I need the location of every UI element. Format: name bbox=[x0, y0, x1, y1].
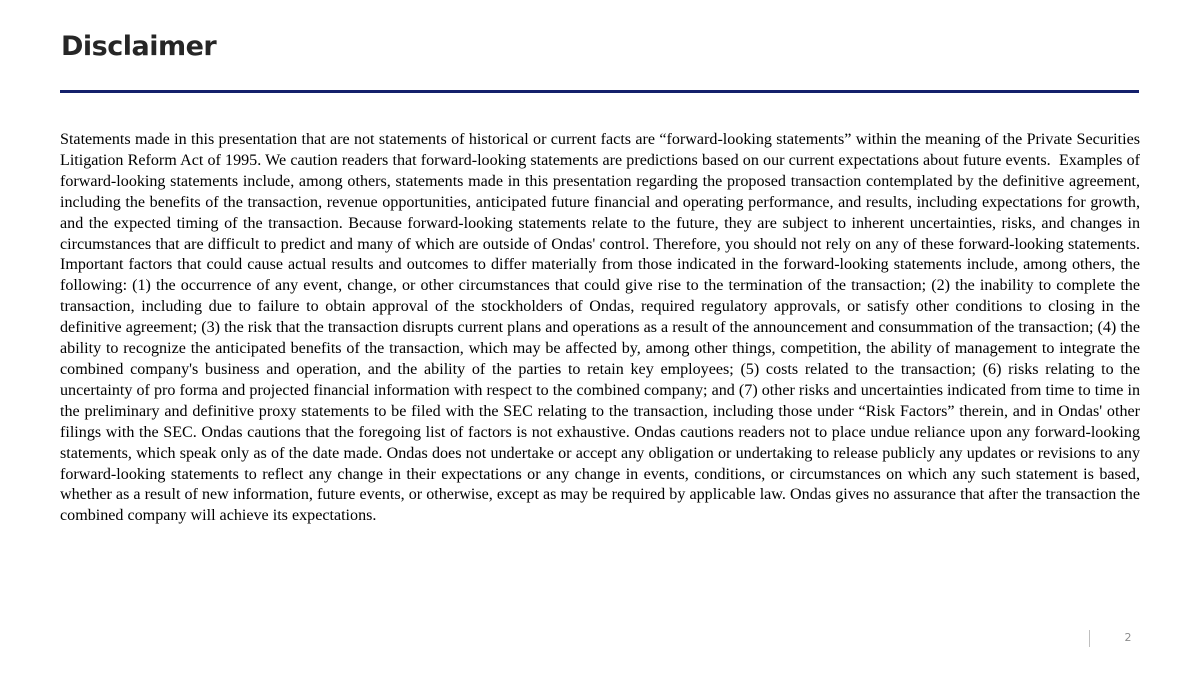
disclaimer-body-text: Statements made in this presentation that are not statements of historical or current facts are “forward-looking statements” within the meaning of the Private Securities Litigation Reform Act of 1995. We caution readers that forward-looking statements are predictions based on our current expectations about future events. Examples of forward-looking statements include, among others, statements made in this presentation regarding the proposed transaction contemplated by the definitive agreement, including the benefits of the transaction, revenue opportunities, anticipated future financial and operating performance, and results, including expectations for growth, and the expected timing of the transaction. Because forward-looking statements relate to the future, they are subject to inherent uncertainties, risks, and changes in circumstances that are difficult to predict and many of which are outside of Ondas' control. Therefore, you should not rely on any of these forward-looking statements. Important factors that could cause actual results and outcomes to differ materially from those indicated in the forward-looking statements include, among others, the following: (1) the occurrence of any event, change, or other circumstances that could give rise to the termination of the transaction; (2) the inability to complete the transaction, including due to failure to obtain approval of the stockholders of Ondas, required regulatory approvals, or satisfy other conditions to closing in the definitive agreement; (3) the risk that the transaction disrupts current plans and operations as a result of the announcement and consummation of the transaction; (4) the ability to recognize the anticipated benefits of the transaction, which may be affected by, among other things, competition, the ability of management to integrate the combined company's business and operation, and the ability of the parties to retain key employees; (5) costs related to the transaction; (6) risks relating to the uncertainty of pro forma and projected financial information with respect to the combined company; and (7) other risks and uncertainties indicated from time to time in the preliminary and definitive proxy statements to be filed with the SEC relating to the transaction, including those under “Risk Factors” therein, and in Ondas' other filings with the SEC. Ondas cautions that the foregoing list of factors is not exhaustive. Ondas cautions readers not to place undue reliance upon any forward-looking statements, which speak only as of the date made. Ondas does not undertake or accept any obligation or undertaking to release publicly any updates or revisions to any forward-looking statements to reflect any change in their expectations or any change in events, conditions, or circumstances on which any such statement is based, whether as a result of new information, future events, or otherwise, except as may be required by applicable law. Ondas gives no assurance that after the transaction the combined company will achieve its expectations. bbox=[60, 131, 1145, 525]
title-divider bbox=[60, 90, 1139, 93]
slide-title: Disclaimer bbox=[61, 31, 217, 62]
page-number: 2 bbox=[1124, 631, 1132, 644]
footer-divider bbox=[1089, 630, 1090, 647]
